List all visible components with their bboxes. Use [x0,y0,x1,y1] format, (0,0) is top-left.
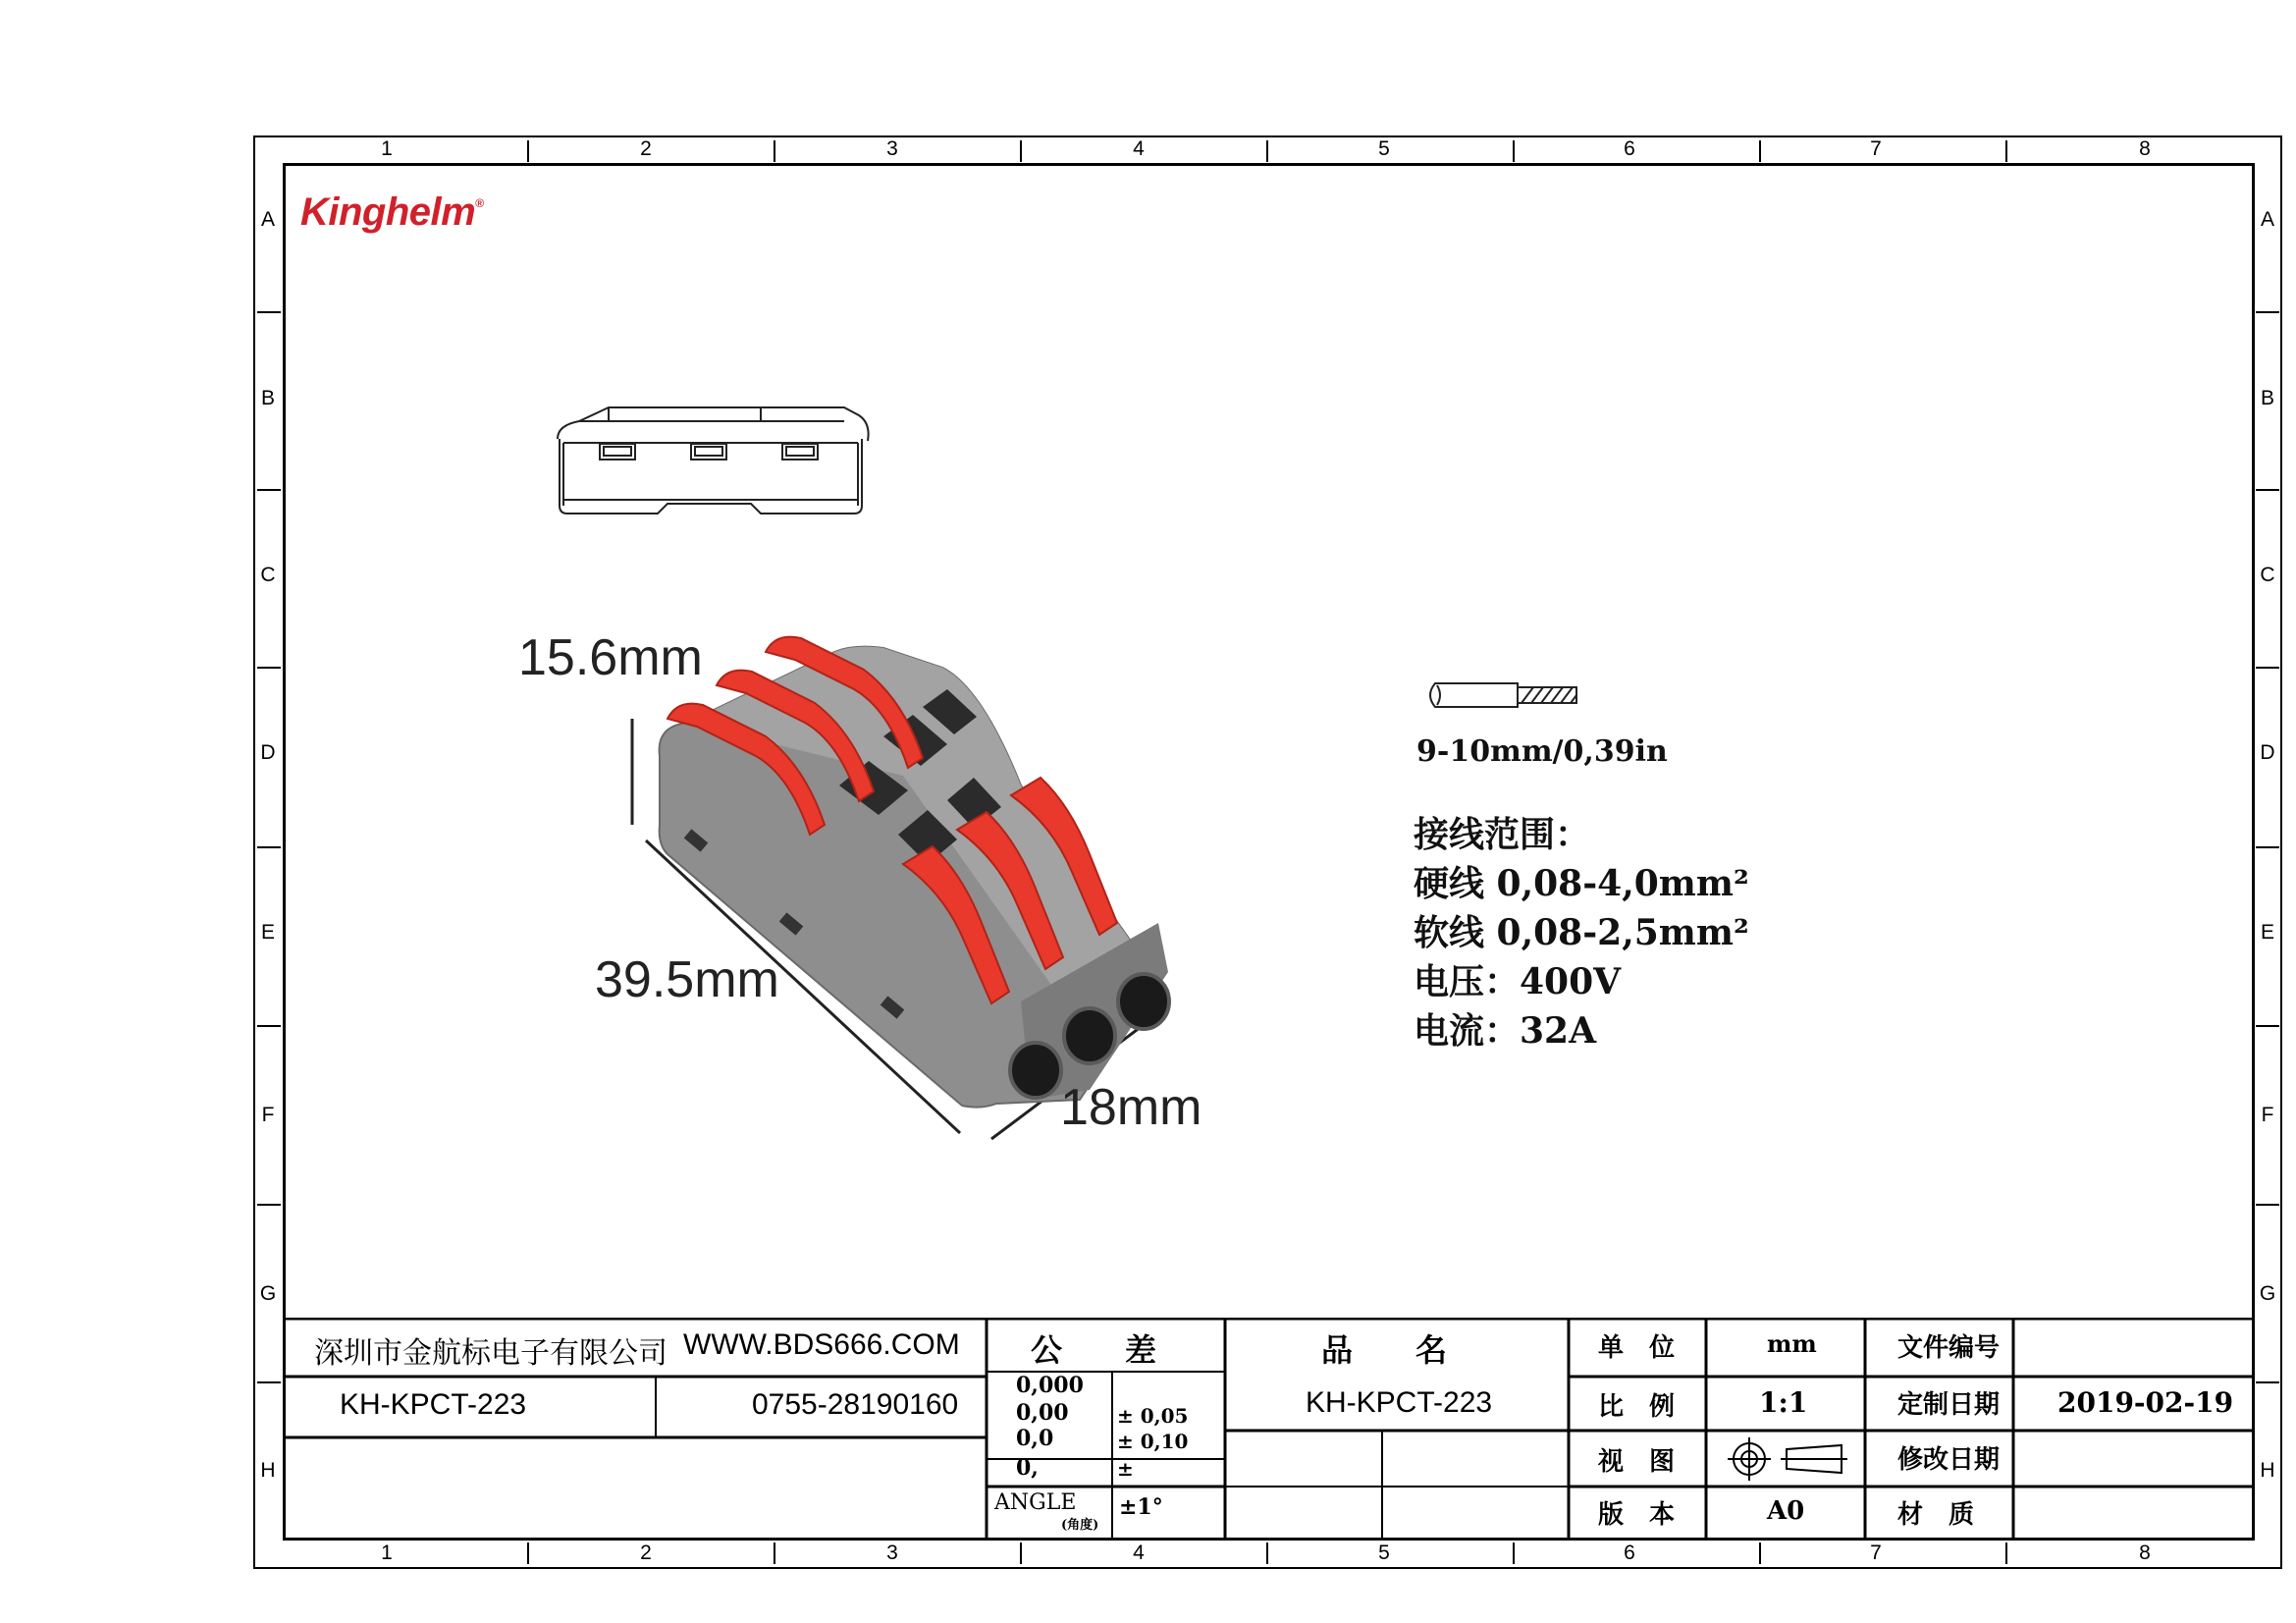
zone-tick [257,489,281,491]
zone-tick [1266,1542,1268,1564]
zone-row-right: D [2260,741,2275,764]
tolerance-value: ± 0,10 [1117,1430,1189,1453]
zone-tick [257,1381,281,1383]
version-label: 版 本 [1598,1500,1676,1530]
product-name-label: 品 名 [1321,1331,1448,1369]
zone-tick [2256,1025,2279,1027]
zone-tick [2256,311,2279,313]
unit-value: mm [1767,1329,1817,1358]
angle-value: ±1° [1119,1494,1163,1520]
spec-voltage: 电压：400V [1414,961,1622,1002]
custom-date-label: 定制日期 [1897,1390,2001,1420]
strip-length-label: 9-10mm/0,39in [1416,734,1668,769]
tolerance-value: ± 0,05 [1117,1404,1189,1428]
projection-symbol-icon [1726,1435,1853,1483]
zone-col-top: 8 [2139,137,2151,160]
file-number-label: 文件编号 [1897,1333,2001,1363]
zone-row-right: F [2261,1104,2274,1126]
scale-value: 1:1 [1759,1386,1808,1419]
zone-row-left: C [260,564,276,586]
zone-tick [1020,140,1022,162]
zone-col-top: 5 [1378,137,1390,160]
zone-col-bottom: 1 [381,1542,393,1564]
zone-tick [2005,1542,2007,1564]
zone-tick [257,1204,281,1206]
zone-tick [257,1025,281,1027]
zone-col-bottom: 5 [1378,1542,1390,1564]
zone-row-right: B [2260,387,2274,409]
spec-flexible-wire: 软线 0,08-2,5mm² [1414,912,1749,953]
modified-date-label: 修改日期 [1897,1445,2001,1475]
product-name: KH-KPCT-223 [1306,1386,1493,1419]
zone-tick [2256,1381,2279,1383]
angle-sublabel: (角度) [1061,1518,1099,1533]
zone-row-right: G [2259,1282,2276,1305]
zone-row-right: C [2260,564,2275,586]
tolerance-precision: 0,00 [1016,1400,1069,1426]
zone-col-bottom: 4 [1133,1542,1145,1564]
tolerance-precision: 0, [1016,1455,1039,1481]
tolerance-precision: 0,000 [1016,1373,1084,1398]
zone-tick [2256,1204,2279,1206]
zone-tick [2005,140,2007,162]
zone-tick [527,140,529,162]
zone-col-bottom: 6 [1624,1542,1635,1564]
tolerance-label: 公 差 [1031,1331,1157,1369]
zone-tick [1759,1542,1761,1564]
version-value: A0 [1767,1496,1805,1526]
zone-row-right: A [2260,208,2274,231]
zone-tick [2256,846,2279,848]
zone-col-top: 1 [381,137,393,160]
zone-row-right: E [2260,921,2274,944]
zone-row-left: A [260,208,275,231]
company-phone: 0755-28190160 [752,1388,959,1421]
spec-current: 电流：32A [1414,1010,1597,1052]
zone-tick [257,311,281,313]
zone-row-right: H [2260,1459,2275,1482]
zone-row-left: B [260,387,275,409]
view-label: 视 图 [1598,1447,1676,1477]
height-dimension-label: 15.6mm [518,629,703,686]
spec-solid-wire: 硬线 0,08-4,0mm² [1414,863,1749,904]
zone-row-left: F [261,1104,275,1126]
zone-row-left: E [260,921,275,944]
zone-tick [257,846,281,848]
zone-tick [774,1542,775,1564]
kinghelm-logo [300,190,484,235]
zone-col-bottom: 2 [640,1542,652,1564]
zone-row-left: D [260,741,276,764]
spec-heading: 接线范围： [1414,814,1591,855]
zone-tick [1020,1542,1022,1564]
zone-tick [1266,140,1268,162]
angle-label: ANGLE [994,1490,1077,1515]
zone-col-top: 2 [640,137,652,160]
zone-tick [1513,140,1515,162]
zone-tick [257,667,281,669]
zone-tick [2256,489,2279,491]
title-block [283,1318,2255,1541]
zone-col-bottom: 8 [2139,1542,2151,1564]
unit-label: 单 位 [1598,1333,1676,1363]
registered-mark: ® [475,196,484,210]
company-website: WWW.BDS666.COM [683,1328,960,1361]
zone-tick [774,140,775,162]
tolerance-value: ± [1117,1457,1134,1481]
custom-date-value: 2019-02-19 [2057,1386,2234,1419]
material-label: 材 质 [1897,1500,1975,1530]
tolerance-precision: 0,0 [1016,1426,1054,1451]
zone-tick [1759,140,1761,162]
zone-col-top: 3 [886,137,898,160]
stripped-wire-icon [1423,677,1590,717]
part-number-left: KH-KPCT-223 [340,1388,527,1421]
zone-tick [2256,667,2279,669]
width-dimension-label: 18mm [1060,1079,1202,1136]
scale-label: 比 例 [1598,1392,1676,1422]
zone-col-top: 7 [1870,137,1882,160]
zone-row-left: H [260,1459,276,1482]
zone-col-top: 6 [1624,137,1635,160]
zone-tick [1513,1542,1515,1564]
zone-tick [527,1542,529,1564]
zone-row-left: G [259,1282,277,1305]
length-dimension-label: 39.5mm [595,951,779,1008]
zone-col-bottom: 7 [1870,1542,1882,1564]
logo-text: Kinghelm [300,190,476,234]
front-view-drawing [550,398,883,525]
zone-col-bottom: 3 [886,1542,898,1564]
company-name: 深圳市金航标电子有限公司 [314,1337,667,1370]
zone-col-top: 4 [1133,137,1145,160]
